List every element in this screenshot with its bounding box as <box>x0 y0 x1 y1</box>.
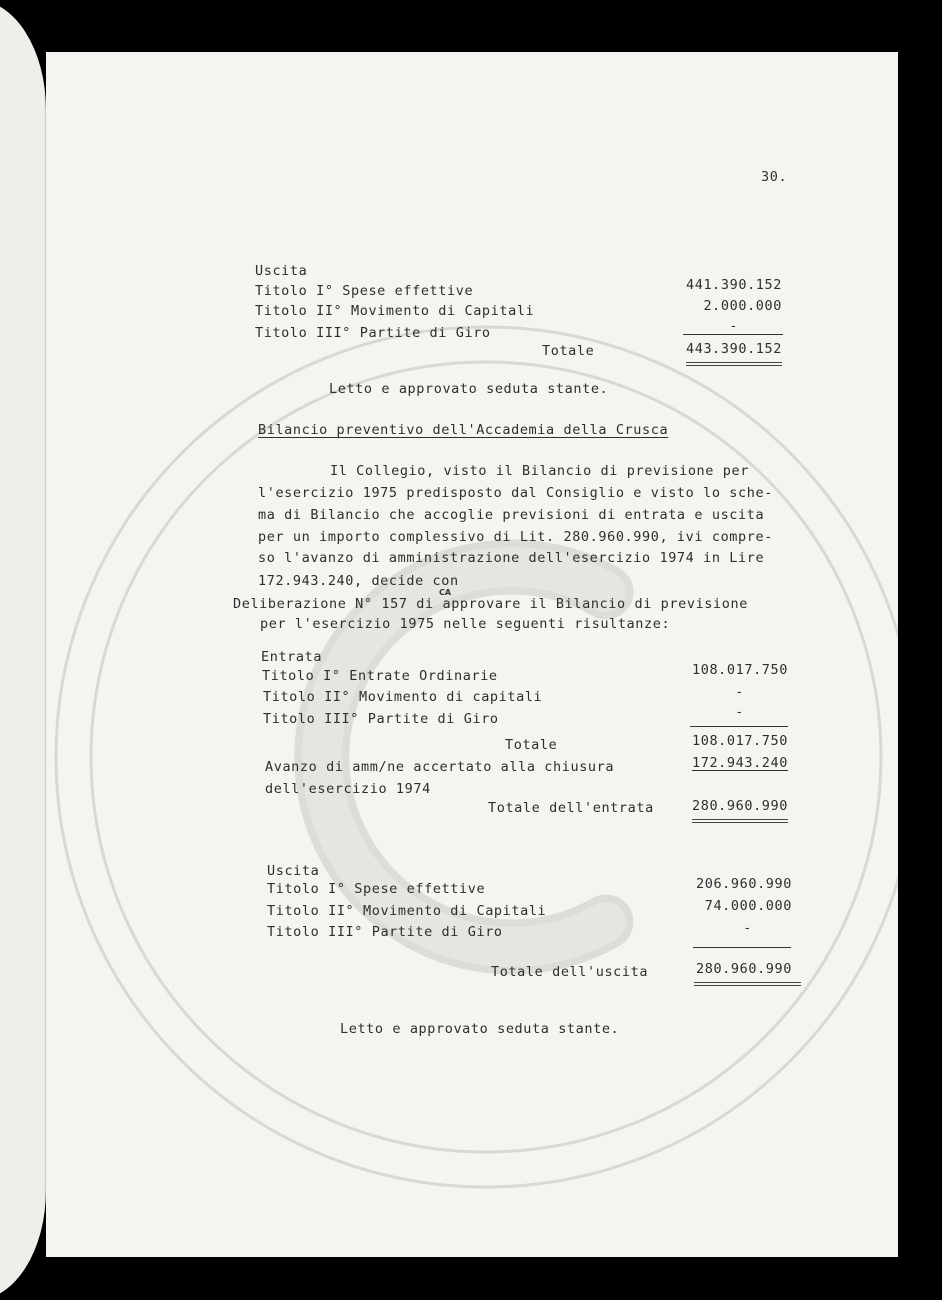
section1-row-label: Titolo II° Movimento di Capitali <box>255 303 535 319</box>
entrata-row-label: Titolo II° Movimento di capitali <box>263 689 543 705</box>
entrata-row-label: Titolo III° Partite di Giro <box>263 711 499 727</box>
uscita-row-value: 74.000.000 <box>704 898 792 914</box>
section1-total-value: 443.390.152 <box>685 341 782 357</box>
section1-row-label: Titolo I° Spese effettive <box>255 283 474 299</box>
uscita-heading: Uscita <box>267 863 320 879</box>
approved-note: Letto e approvato seduta stante. <box>340 1021 620 1037</box>
entrata-sum-rule <box>690 726 788 727</box>
paragraph-line: per un importo complessivo di Lit. 280.960.990, ivi compre- <box>258 529 773 545</box>
section1-sum-rule <box>683 334 783 335</box>
paragraph-line: so l'avanzo di amministrazione dell'esercizio 1974 in Lire <box>258 550 765 566</box>
section1-total-label: Totale <box>542 343 595 359</box>
uscita-row-value: - <box>743 920 752 936</box>
uscita-row-label: Titolo III° Partite di Giro <box>267 924 503 940</box>
section1-row-label: Titolo III° Partite di Giro <box>255 325 491 341</box>
handwritten-annotation: CA <box>439 588 452 597</box>
section1-double-rule <box>686 362 782 366</box>
entrata-row-value: 108.017.750 <box>691 662 788 678</box>
approved-note: Letto e approvato seduta stante. <box>329 381 609 397</box>
uscita-total-label: Totale dell'uscita <box>491 964 649 980</box>
section1-heading: Uscita <box>255 263 308 279</box>
uscita-row-label: Titolo I° Spese effettive <box>267 881 486 897</box>
entrata-total-value: 280.960.990 <box>691 798 788 814</box>
paragraph-line: ma di Bilancio che accoglie previsioni di entrata e uscita <box>258 507 765 523</box>
uscita-total-value: 280.960.990 <box>695 961 792 977</box>
uscita-row-label: Titolo II° Movimento di Capitali <box>267 903 547 919</box>
uscita-row-value: 206.960.990 <box>695 876 792 892</box>
section1-row-value: 2.000.000 <box>703 298 782 314</box>
paragraph-line: Il Collegio, visto il Bilancio di previsione per <box>330 463 749 479</box>
paragraph-line: per l'esercizio 1975 nelle seguenti risultanze: <box>260 616 671 632</box>
entrata-subtotal-value: 108.017.750 <box>691 733 788 749</box>
section1-row-value: - <box>729 318 738 334</box>
page-number: 30. <box>761 169 788 185</box>
avanzo-label: dell'esercizio 1974 <box>265 781 431 797</box>
document-title: Bilancio preventivo dell'Accademia della Crusca <box>258 422 669 438</box>
paragraph-line: l'esercizio 1975 predisposto dal Consiglio e visto lo sche- <box>258 485 773 501</box>
avanzo-value: 172.943.240 <box>691 755 788 771</box>
previous-page-edge <box>0 0 46 1300</box>
document-page <box>46 52 898 1257</box>
entrata-row-label: Titolo I° Entrate Ordinarie <box>262 668 498 684</box>
entrata-total-label: Totale dell'entrata <box>488 800 654 816</box>
entrata-row-value: - <box>735 704 744 720</box>
entrata-subtotal-label: Totale <box>505 737 558 753</box>
uscita-sum-rule <box>693 947 791 948</box>
entrata-heading: Entrata <box>261 649 323 665</box>
paragraph-line: 172.943.240, decide con <box>258 573 459 589</box>
uscita-double-rule <box>694 982 801 986</box>
paragraph-line: Deliberazione N° 157 di approvare il Bilancio di previsione <box>233 596 748 612</box>
section1-row-value: 441.390.152 <box>685 277 782 293</box>
entrata-double-rule <box>692 819 788 823</box>
entrata-row-value: - <box>735 684 744 700</box>
avanzo-label: Avanzo di amm/ne accertato alla chiusura <box>265 759 615 775</box>
watermark-copyright-icon <box>46 52 898 1257</box>
